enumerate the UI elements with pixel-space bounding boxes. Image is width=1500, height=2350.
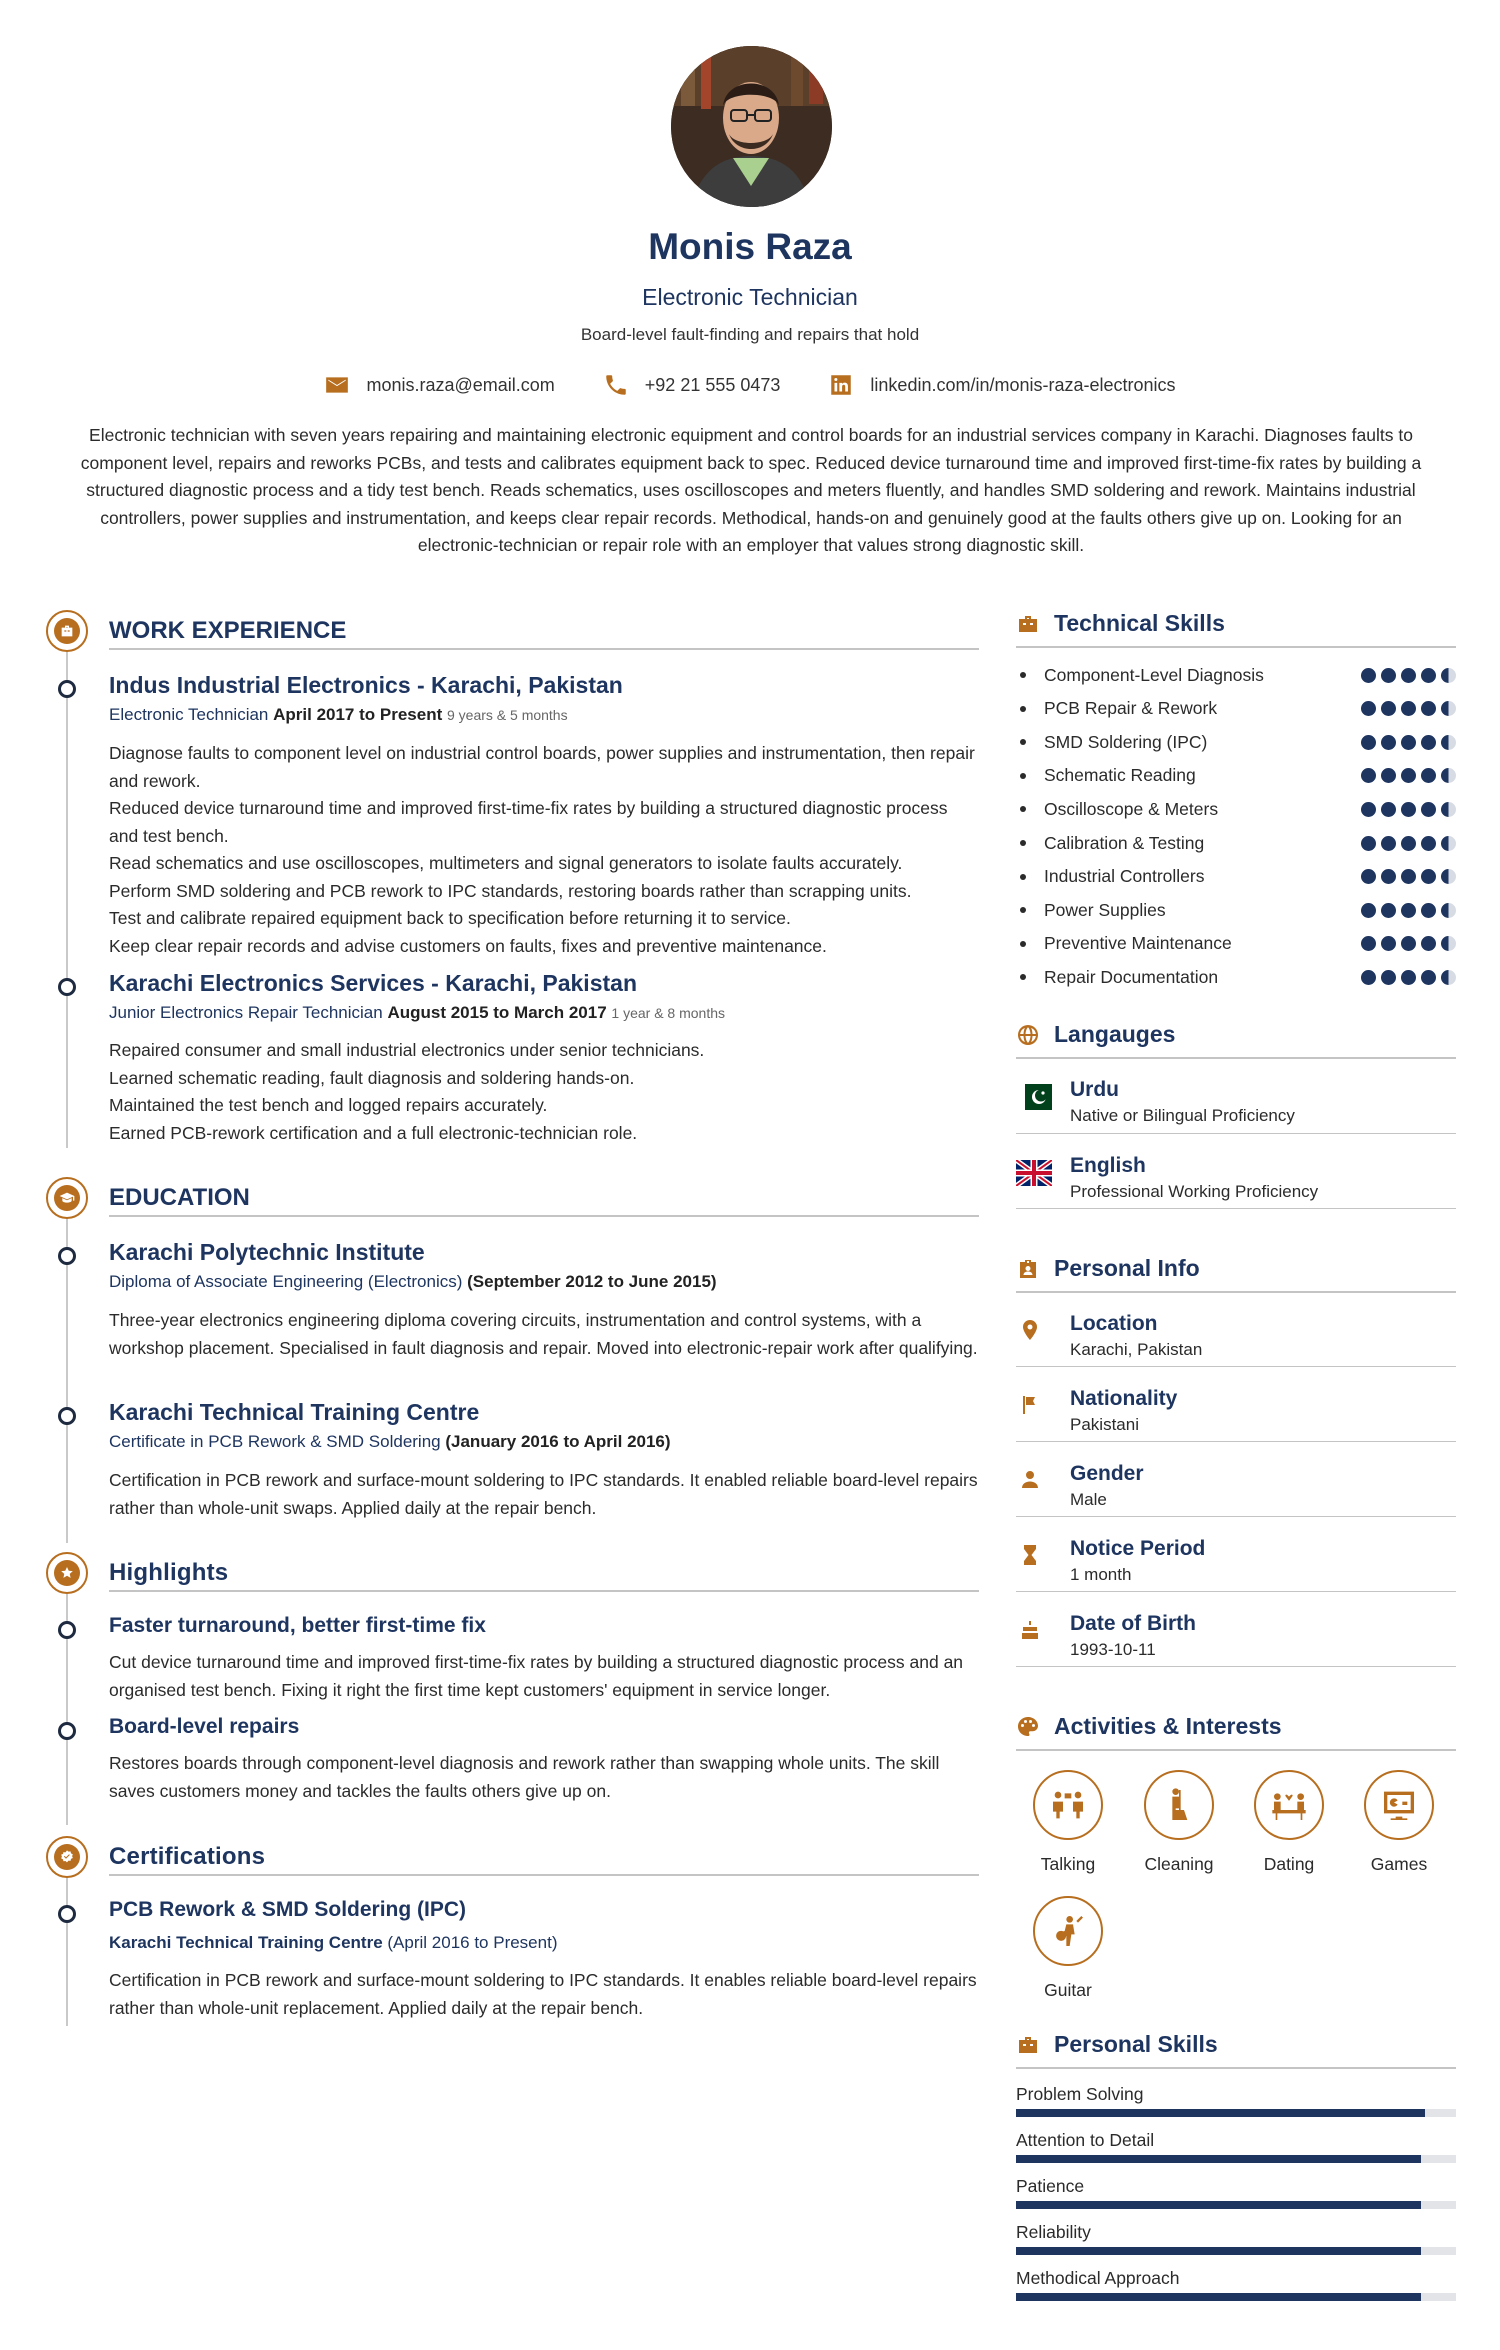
palette-icon xyxy=(1016,1715,1040,1739)
personal-skill-name: Problem Solving xyxy=(1016,2084,1144,2104)
rating-dot xyxy=(1421,768,1436,783)
job-dates: April 2017 to Present xyxy=(273,705,443,724)
rating-dot xyxy=(1421,869,1436,884)
phone-icon xyxy=(603,372,629,398)
job-duration: 1 year & 8 months xyxy=(611,1005,726,1021)
skill-rating xyxy=(1361,836,1456,851)
rating-dot xyxy=(1441,836,1456,851)
highlights-heading: Highlights xyxy=(109,1559,229,1586)
education-dates: (September 2012 to June 2015) xyxy=(467,1272,717,1291)
email-text[interactable]: monis.raza@email.com xyxy=(366,374,555,395)
highlight-title: Faster turnaround, better first-time fix xyxy=(109,1614,486,1637)
highlight-title: Board-level repairs xyxy=(109,1715,300,1738)
skill-rating xyxy=(1361,802,1456,817)
highlights-rule xyxy=(109,1590,979,1592)
technical-skill-name: Power Supplies xyxy=(1044,899,1166,920)
bullet-dot xyxy=(1020,806,1026,812)
job-company: Karachi Electronics Services - Karachi, Pakistan xyxy=(109,970,637,996)
info-label: Notice Period xyxy=(1070,1537,1206,1560)
timeline-line xyxy=(66,1573,68,1825)
candidate-name: Monis Raza xyxy=(648,226,852,267)
info-divider xyxy=(1016,1516,1456,1517)
personal-skill-name: Reliability xyxy=(1016,2222,1091,2242)
job-meta xyxy=(109,1003,725,1023)
job-bullet: Perform SMD soldering and PCB rework to IPC standards, restoring boards rather than scrapping units. xyxy=(109,880,912,901)
certificate-check-icon xyxy=(59,1849,75,1865)
rating-dot xyxy=(1441,668,1456,683)
graduation-cap-icon xyxy=(59,1190,75,1206)
certifications-heading: Certifications xyxy=(109,1843,266,1870)
timeline-dot xyxy=(58,680,76,698)
technical-skill-name: Repair Documentation xyxy=(1044,966,1219,987)
skill-bar-fill xyxy=(1016,2155,1421,2163)
school-name: Karachi Technical Training Centre xyxy=(109,1399,480,1425)
personal-skill-name: Methodical Approach xyxy=(1016,2268,1180,2288)
skill-rating xyxy=(1361,970,1456,985)
rating-dot xyxy=(1421,701,1436,716)
education-description: Three-year electronics engineering diploma covering circuits, instrumentation and control systems, with a workshop placement. Specialised in fault diagnosis and repair. Moved into electronic-repair work after qualifying. xyxy=(109,1310,978,1358)
education-meta xyxy=(109,1272,717,1292)
rating-dot xyxy=(1401,668,1416,683)
education-dates: (January 2016 to April 2016) xyxy=(445,1432,671,1451)
timeline-dot xyxy=(58,1621,76,1639)
rating-dot xyxy=(1401,836,1416,851)
technical-skill-row xyxy=(1016,763,1456,789)
skill-bar-fill xyxy=(1016,2293,1421,2301)
rating-dot xyxy=(1381,836,1396,851)
toolbox-icon xyxy=(1016,2033,1040,2057)
technical-skill-name: Calibration & Testing xyxy=(1044,832,1205,853)
education-heading: EDUCATION xyxy=(109,1184,250,1211)
education-description: Certification in PCB rework and surface-mount soldering to IPC standards. It enabled reliable board-level repairs rather than whole-unit swaps. Applied daily at the repair bench. xyxy=(109,1470,978,1518)
rating-dot xyxy=(1401,701,1416,716)
timeline-line xyxy=(66,1856,68,2026)
info-value: 1993-10-11 xyxy=(1070,1640,1156,1659)
interest-label: Cleaning xyxy=(1144,1854,1214,1874)
languages-header xyxy=(1016,1021,1175,1048)
bullet-dot xyxy=(1020,840,1026,846)
skill-rating xyxy=(1361,701,1456,716)
certifications-section-icon xyxy=(46,1836,88,1878)
info-label: Location xyxy=(1070,1312,1158,1335)
guitar-icon xyxy=(1048,1911,1088,1951)
timeline-line xyxy=(66,630,68,1148)
personal-skills-heading: Personal Skills xyxy=(1054,2031,1218,2057)
skill-bar-track xyxy=(1016,2201,1456,2209)
timeline-dot xyxy=(58,1722,76,1740)
education-rule xyxy=(109,1215,979,1217)
degree: Certificate in PCB Rework & SMD Soldering xyxy=(109,1432,441,1451)
job-title: Electronic Technician xyxy=(642,284,858,310)
skill-rating xyxy=(1361,768,1456,783)
contact-bar xyxy=(0,372,1500,398)
technical-skill-name: Preventive Maintenance xyxy=(1044,933,1232,954)
rating-dot xyxy=(1441,903,1456,918)
rating-dot xyxy=(1441,936,1456,951)
personal-skill xyxy=(1016,2222,1456,2255)
highlight-description: Cut device turnaround time and improved first-time-fix rates by building a structured diagnostic process and an organised test bench. Fixing it right the first time kept customers' equipment in service longer. xyxy=(109,1652,964,1700)
tagline: Board-level fault-finding and repairs that hold xyxy=(580,325,920,344)
id-badge-icon xyxy=(1016,1257,1040,1281)
info-divider xyxy=(1016,1441,1456,1442)
personal-info-rule xyxy=(1016,1291,1456,1293)
bullet-dot xyxy=(1020,773,1026,779)
cleaning-icon xyxy=(1159,1785,1199,1825)
rating-dot xyxy=(1401,970,1416,985)
job-bullet: Repaired consumer and small industrial electronics under senior technicians. xyxy=(109,1040,705,1060)
uk-flag-icon xyxy=(1016,1160,1052,1186)
contact-email[interactable] xyxy=(324,372,554,398)
job-bullet: Read schematics and use oscilloscopes, multimeters and signal generators to isolate faults accurately. xyxy=(109,853,903,873)
skill-bar-track xyxy=(1016,2293,1456,2301)
rating-dot xyxy=(1421,735,1436,750)
interest-label: Talking xyxy=(1040,1854,1096,1874)
hourglass-icon xyxy=(1018,1543,1042,1567)
contact-linkedin[interactable] xyxy=(828,372,1175,398)
profile-summary: Electronic technician with seven years repairing and maintaining electronic equipment and control boards for an industrial services company in Karachi. Diagnoses faults to component level, repairs and reworks PCBs, and tests and calibrates equipment back to spec. Reduced device turnaround time and improved first-time-fix rates by building a structured diagnostic process and a tidy test bench. Reads schematics, uses oscilloscopes and meters fluently, and handles SMD soldering and rework. Maintains industrial controllers, power supplies and instrumentation, and keeps clear repair records. Methodical, hands-on and genuinely good at the faults others give up on. Looking for an electronic-technician or repair role with an employer that values strong diagnostic skill. xyxy=(80,425,1422,555)
technical-skill-name: SMD Soldering (IPC) xyxy=(1044,731,1208,752)
rating-dot xyxy=(1361,869,1376,884)
certification-issuer: Karachi Technical Training Centre xyxy=(109,1933,383,1952)
rating-dot xyxy=(1421,903,1436,918)
technical-skill-row xyxy=(1016,864,1456,890)
rating-dot xyxy=(1361,836,1376,851)
skill-bar-track xyxy=(1016,2109,1456,2117)
certification-description: Certification in PCB rework and surface-mount soldering to IPC standards. It enables reliable board-level repairs rather than whole-unit replacement. Applied daily at the repair bench. xyxy=(109,1970,977,2018)
bullet-dot xyxy=(1020,941,1026,947)
info-value: Male xyxy=(1070,1490,1107,1509)
timeline-dot xyxy=(58,1247,76,1265)
job-dates: August 2015 to March 2017 xyxy=(387,1003,607,1022)
info-label: Nationality xyxy=(1070,1387,1178,1410)
toolbox-icon xyxy=(1016,612,1040,636)
bullet-dot xyxy=(1020,974,1026,980)
technical-skills-rule xyxy=(1016,646,1456,648)
interest-item xyxy=(1234,1770,1344,1875)
timeline-dot xyxy=(58,1407,76,1425)
language-name: Urdu xyxy=(1070,1078,1119,1101)
education-section-icon xyxy=(46,1177,88,1219)
technical-skill-name: PCB Repair & Rework xyxy=(1044,698,1218,719)
highlight-description: Restores boards through component-level diagnosis and rework rather than swapping whole units. The skill saves customers money and tackles the faults others give up on. xyxy=(109,1753,940,1801)
timeline-dot xyxy=(58,1905,76,1923)
rating-dot xyxy=(1381,768,1396,783)
interest-label: Games xyxy=(1370,1854,1428,1874)
certification-title: PCB Rework & SMD Soldering (IPC) xyxy=(109,1898,467,1921)
contact-phone[interactable] xyxy=(603,372,781,398)
games-icon xyxy=(1379,1785,1419,1825)
interest-label: Dating xyxy=(1263,1854,1315,1874)
briefcase-icon xyxy=(59,623,75,639)
info-divider xyxy=(1016,1666,1456,1667)
skill-bar-fill xyxy=(1016,2247,1421,2255)
bullet-dot xyxy=(1020,672,1026,678)
interest-item xyxy=(1344,1770,1454,1875)
personal-skill-name: Attention to Detail xyxy=(1016,2130,1155,2150)
rating-dot xyxy=(1361,701,1376,716)
skill-rating xyxy=(1361,735,1456,750)
info-value: 1 month xyxy=(1070,1565,1132,1584)
info-value: Pakistani xyxy=(1070,1415,1139,1434)
skill-bar-track xyxy=(1016,2155,1456,2163)
rating-dot xyxy=(1421,836,1436,851)
flag-icon xyxy=(1018,1393,1042,1417)
rating-dot xyxy=(1401,735,1416,750)
interests-header xyxy=(1016,1713,1282,1740)
personal-skill-name: Patience xyxy=(1016,2176,1085,2196)
rating-dot xyxy=(1381,903,1396,918)
language-level: Professional Working Proficiency xyxy=(1070,1182,1319,1201)
skill-rating xyxy=(1361,936,1456,951)
location-pin-icon xyxy=(1018,1318,1042,1342)
rating-dot xyxy=(1381,802,1396,817)
work-rule xyxy=(109,648,979,650)
job-role: Junior Electronics Repair Technician xyxy=(109,1003,383,1022)
rating-dot xyxy=(1441,802,1456,817)
person-icon xyxy=(1018,1468,1042,1492)
bullet-dot xyxy=(1020,907,1026,913)
technical-skill-row xyxy=(1016,796,1456,822)
highlights-section-icon xyxy=(46,1552,88,1594)
language-divider xyxy=(1016,1133,1456,1134)
interest-item xyxy=(1124,1770,1234,1875)
technical-skills-header xyxy=(1016,610,1225,637)
personal-skills-header xyxy=(1016,2031,1218,2058)
job-bullets xyxy=(109,740,979,960)
globe-icon xyxy=(1016,1023,1040,1047)
rating-dot xyxy=(1441,768,1456,783)
info-divider xyxy=(1016,1366,1456,1367)
talking-icon xyxy=(1048,1785,1088,1825)
rating-dot xyxy=(1381,735,1396,750)
language-divider xyxy=(1016,1208,1456,1209)
technical-skill-name: Component-Level Diagnosis xyxy=(1044,664,1264,685)
skill-bar-track xyxy=(1016,2247,1456,2255)
job-bullet: Earned PCB-rework certification and a full electronic-technician role. xyxy=(109,1122,638,1143)
timeline-dot xyxy=(58,978,76,996)
bullet-dot xyxy=(1020,739,1026,745)
technical-skill-name: Industrial Controllers xyxy=(1044,866,1205,887)
linkedin-icon xyxy=(828,372,854,398)
rating-dot xyxy=(1401,903,1416,918)
info-value: Karachi, Pakistan xyxy=(1070,1340,1203,1359)
technical-skill-row xyxy=(1016,897,1456,923)
star-badge-icon xyxy=(59,1565,75,1581)
interest-item xyxy=(1013,1896,1123,2001)
interest-label: Guitar xyxy=(1044,1980,1092,2000)
languages-heading: Langauges xyxy=(1054,1021,1176,1047)
job-role: Electronic Technician xyxy=(109,705,269,724)
job-bullet: Learned schematic reading, fault diagnosis and soldering hands-on. xyxy=(109,1067,635,1088)
dating-icon xyxy=(1269,1785,1309,1825)
interest-item xyxy=(1013,1770,1123,1875)
avatar-photo xyxy=(671,46,832,207)
technical-skills-heading: Technical Skills xyxy=(1054,610,1225,636)
linkedin-text[interactable]: linkedin.com/in/monis-raza-electronics xyxy=(870,374,1176,395)
work-heading: WORK EXPERIENCE xyxy=(109,617,347,644)
personal-skill xyxy=(1016,2176,1456,2209)
info-label: Gender xyxy=(1070,1462,1144,1485)
cake-icon xyxy=(1018,1618,1042,1642)
rating-dot xyxy=(1361,936,1376,951)
rating-dot xyxy=(1421,802,1436,817)
info-divider xyxy=(1016,1591,1456,1592)
technical-skill-row xyxy=(1016,729,1456,755)
rating-dot xyxy=(1361,768,1376,783)
rating-dot xyxy=(1421,936,1436,951)
rating-dot xyxy=(1421,970,1436,985)
rating-dot xyxy=(1361,735,1376,750)
job-duration: 9 years & 5 months xyxy=(446,707,568,723)
rating-dot xyxy=(1401,936,1416,951)
school-name: Karachi Polytechnic Institute xyxy=(109,1239,425,1265)
rating-dot xyxy=(1361,802,1376,817)
email-icon xyxy=(324,372,350,398)
technical-skill-row xyxy=(1016,931,1456,957)
skill-rating xyxy=(1361,903,1456,918)
skill-bar-fill xyxy=(1016,2109,1425,2117)
personal-skill xyxy=(1016,2130,1456,2163)
rating-dot xyxy=(1381,970,1396,985)
rating-dot xyxy=(1361,668,1376,683)
technical-skill-row xyxy=(1016,964,1456,990)
rating-dot xyxy=(1381,701,1396,716)
interests-heading: Activities & Interests xyxy=(1054,1713,1282,1739)
job-bullet: Test and calibrate repaired equipment back to specification before returning it to service. xyxy=(109,908,791,928)
rating-dot xyxy=(1441,735,1456,750)
degree: Diploma of Associate Engineering (Electronics) xyxy=(109,1272,463,1291)
rating-dot xyxy=(1361,903,1376,918)
rating-dot xyxy=(1401,768,1416,783)
rating-dot xyxy=(1381,869,1396,884)
pakistan-flag-icon xyxy=(1016,1084,1052,1110)
language-name: English xyxy=(1070,1154,1146,1177)
rating-dot xyxy=(1381,668,1396,683)
avatar xyxy=(671,46,832,207)
rating-dot xyxy=(1441,869,1456,884)
rating-dot xyxy=(1401,869,1416,884)
rating-dot xyxy=(1441,701,1456,716)
languages-rule xyxy=(1016,1057,1456,1059)
technical-skill-row xyxy=(1016,830,1456,856)
interests-rule xyxy=(1016,1749,1456,1751)
personal-info-header xyxy=(1016,1255,1200,1282)
technical-skill-name: Oscilloscope & Meters xyxy=(1044,798,1219,819)
skill-rating xyxy=(1361,869,1456,884)
info-label: Date of Birth xyxy=(1070,1612,1196,1635)
rating-dot xyxy=(1381,936,1396,951)
job-meta xyxy=(109,705,568,725)
technical-skill-row xyxy=(1016,662,1456,688)
bullet-dot xyxy=(1020,874,1026,880)
certification-dates: (April 2016 to Present) xyxy=(387,1933,558,1952)
language-level: Native or Bilingual Proficiency xyxy=(1070,1106,1295,1125)
job-bullet: Keep clear repair records and advise customers on faults, fixes and preventive maintenance. xyxy=(109,935,827,956)
rating-dot xyxy=(1361,970,1376,985)
phone-text[interactable]: +92 21 555 0473 xyxy=(644,374,781,395)
job-bullets xyxy=(109,1037,979,1147)
rating-dot xyxy=(1441,970,1456,985)
education-meta xyxy=(109,1432,671,1452)
bullet-dot xyxy=(1020,706,1026,712)
technical-skill-name: Schematic Reading xyxy=(1044,765,1196,786)
technical-skill-row xyxy=(1016,696,1456,722)
job-bullet: Diagnose faults to component level on industrial control boards, power supplies and instrumentation, then repair and rework. xyxy=(109,743,975,791)
job-company: Indus Industrial Electronics - Karachi, Pakistan xyxy=(109,672,623,698)
personal-skills-rule xyxy=(1016,2067,1456,2069)
job-bullet: Reduced device turnaround time and improved first-time-fix rates by building a structured diagnostic process and test bench. xyxy=(109,798,948,846)
rating-dot xyxy=(1421,668,1436,683)
personal-info-heading: Personal Info xyxy=(1054,1255,1200,1281)
personal-skill xyxy=(1016,2084,1456,2117)
certification-meta xyxy=(109,1933,557,1953)
skill-rating xyxy=(1361,668,1456,683)
skill-bar-fill xyxy=(1016,2201,1421,2209)
certifications-rule xyxy=(109,1874,979,1876)
job-bullet: Maintained the test bench and logged repairs accurately. xyxy=(109,1095,548,1115)
personal-skill xyxy=(1016,2268,1456,2301)
rating-dot xyxy=(1401,802,1416,817)
work-section-icon xyxy=(46,610,88,652)
